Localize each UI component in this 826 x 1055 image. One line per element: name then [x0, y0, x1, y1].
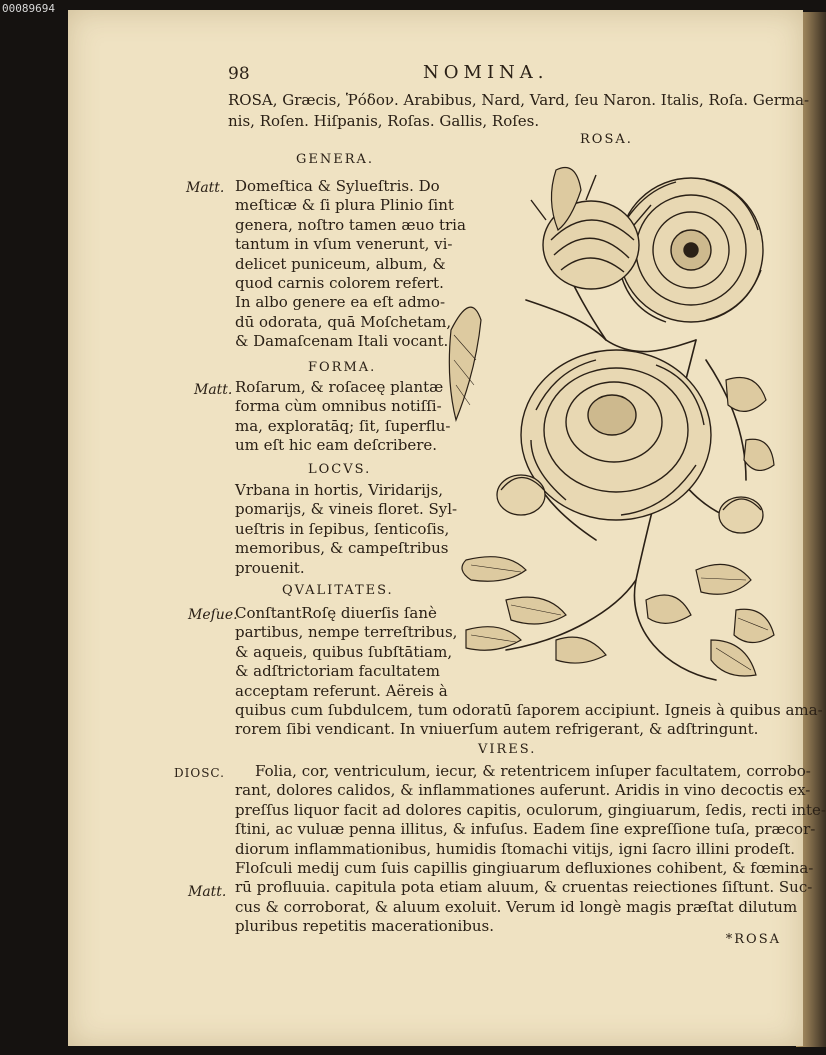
text-line: um eſt hic eam deſcribere. — [235, 436, 438, 455]
text-line: Folia, cor, ventriculum, iecur, & retentricem inſuper facultatem, corrobo- — [255, 762, 811, 780]
text-line: meſticæ & ſi plura Plinio ſint — [235, 196, 454, 215]
text-line: cus & corroborat, & aluum exoluit. Verum id longè magis præſtat dilutum — [235, 897, 798, 916]
text-line: diorum inflammationibus, humidis ſtomachi vitijs, igni ſacro illini prodeſt. — [235, 839, 795, 858]
margin-note: Matt. — [186, 180, 225, 196]
text-line: pluribus repetitis macerationibus. — [235, 917, 494, 936]
text-line: forma cùm omnibus notiſſi- — [235, 397, 442, 416]
text-line: In albo genere ea eſt admo- — [235, 293, 446, 312]
text-line: Floſculi medij cum ſuis capillis gingiuarum defluxiones cohibent, & fœmina- — [235, 859, 814, 878]
text-line: ConſtantRoſę diuerſis ſanè — [235, 604, 437, 622]
text-line: preſſus liquor facit ad dolores capitis, oculorum, gingiuarum, ſedis, recti inte- — [235, 800, 826, 819]
text-line: quod carnis colorem refert. — [235, 274, 444, 293]
text-line: memoribus, & campeſtribus — [235, 539, 449, 558]
text-line: ueſtris in ſepibus, ſenticoſis, — [235, 519, 450, 538]
open-rose-central — [521, 350, 711, 520]
locus-text — [235, 481, 457, 578]
margin-note: Matt. — [194, 382, 233, 398]
book-page — [68, 10, 826, 1046]
forma-text — [235, 378, 451, 456]
text-line: ma, exploratāq; ſit, ſuperflu- — [235, 416, 451, 435]
text-line: & aqueis, quibus ſubſtātiam, — [235, 642, 453, 661]
text-line: & Damaſcenam Itali vocant. — [235, 332, 449, 351]
text-line: quibus cum ſubdulcem, tum odoratū ſaporem accipiunt. Igneis à quibus ama- — [235, 701, 823, 719]
text-line: delicet puniceum, album, & — [235, 254, 446, 273]
small-bud-right — [719, 497, 763, 533]
text-line: & adſtrictoriam facultatem — [235, 662, 441, 681]
qualitates-text — [235, 604, 457, 701]
section-title-forma: FORMA. — [308, 360, 377, 375]
text-line: Vrbana in hortis, Viridarijs, — [235, 481, 444, 499]
scan-id: 00089694 — [2, 2, 55, 15]
text-line: prouenit. — [235, 558, 305, 577]
section-title-genera: GENERA. — [296, 152, 375, 167]
text-line: Domeſtica & Sylueſtris. Do — [235, 177, 440, 195]
section-title-vires: VIRES. — [478, 742, 537, 757]
section-title-qualitates: QVALITATES. — [282, 583, 394, 598]
text-line: ſtini, ac vuluæ penna illitus, & infuſus. Eadem ſine expreſſione tuſa, præcor- — [235, 820, 816, 839]
text-line: pomarijs, & vineis floret. Syl- — [235, 500, 458, 519]
text-line: Roſarum, & roſaceę plantæ — [235, 378, 444, 396]
text-line: partibus, nempe terreſtribus, — [235, 623, 458, 642]
synonyms-line: nis, Roſen. Hiſpanis, Roſas. Gallis, Roſes. — [228, 112, 540, 130]
vires-text — [235, 762, 826, 937]
text-line: rant, dolores calidos, & inflammationes auferunt. Aridis in vino decoctis ex- — [235, 781, 811, 800]
plate-label: ROSA. — [580, 132, 633, 147]
rose-woodcut-illustration — [446, 160, 776, 700]
qualitates-wide-text — [235, 701, 823, 740]
small-bud-left — [497, 475, 545, 515]
genera-text — [235, 177, 466, 352]
text-line: tantum in vſum venerunt, vi- — [235, 235, 453, 254]
text-line: dū odorata, quā Moſchetam, — [235, 312, 452, 331]
text-line: genera, noſtro tamen æuo tria — [235, 215, 466, 234]
catchword: *ROSA — [725, 932, 781, 947]
margin-note: Meſue. — [188, 607, 238, 623]
page-number: 98 — [228, 64, 250, 84]
synonyms-block — [228, 90, 809, 132]
section-title-locus: LOCVS. — [308, 462, 372, 477]
margin-note: DIOSC. — [174, 766, 225, 780]
text-line: rorem ſibi vendicant. In vniuerſum autem refrigerant, & adſtringunt. — [235, 720, 759, 739]
text-line: acceptam referunt. Aëreis à — [235, 681, 448, 700]
running-title: NOMINA. — [423, 62, 549, 83]
synonyms-line: ROSA, Græcis, Ῥόδον. Arabibus, Nard, Vard, ſeu Naron. Italis, Roſa. Germa- — [228, 91, 810, 109]
open-rose-upper — [619, 178, 763, 322]
margin-note: Matt. — [188, 884, 227, 900]
text-line: rū profluuia. capitula pota etiam aluum, & cruentas reiectiones ſiſtunt. Suc- — [235, 878, 813, 897]
